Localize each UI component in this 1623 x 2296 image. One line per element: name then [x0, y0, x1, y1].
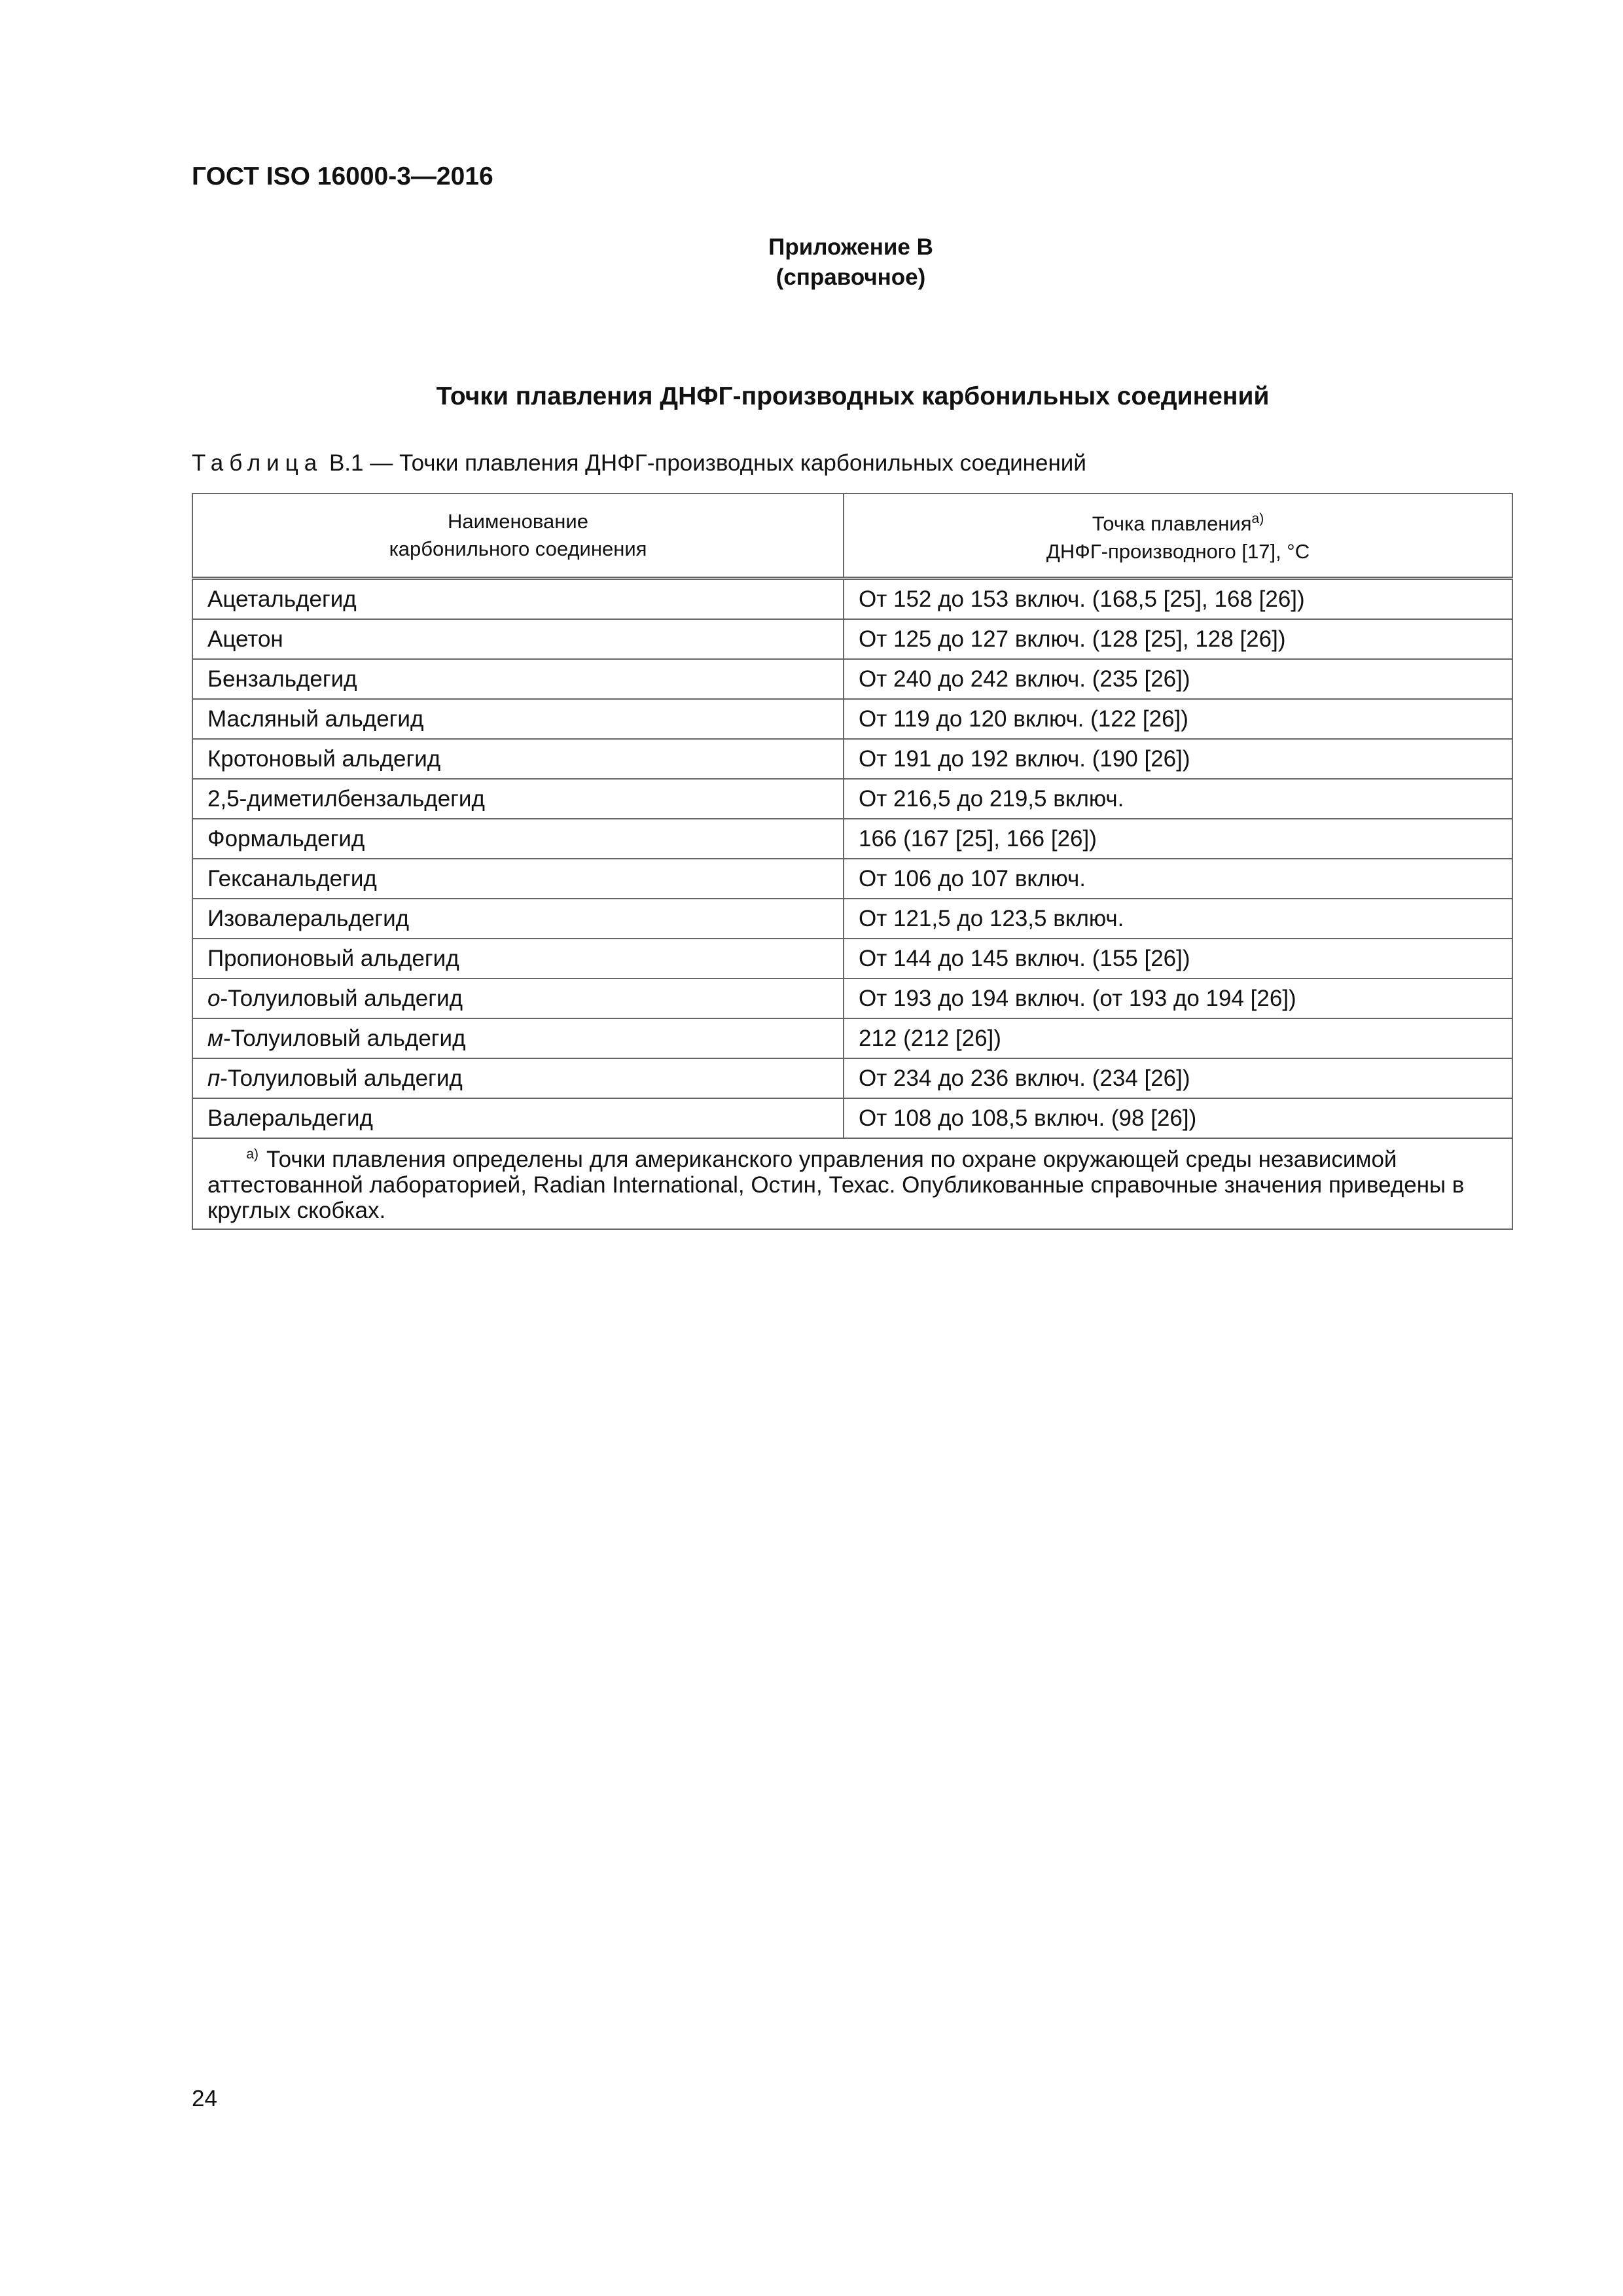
compound-name: Ацетальдегид [192, 579, 844, 620]
compound-name: о-Толуиловый альдегид [192, 978, 844, 1018]
compound-name: Валеральдегид [192, 1098, 844, 1138]
compound-name: Ацетон [192, 619, 844, 659]
table-caption-text: В.1 — Точки плавления ДНФГ-производных карбонильных соединений [323, 450, 1086, 476]
column-header-line: Наименование [448, 510, 588, 533]
table-row [192, 978, 1512, 1018]
compound-name: Бензальдегид [192, 659, 844, 699]
isomer-prefix: м [207, 1025, 223, 1051]
table-row [192, 939, 1512, 978]
melting-points-table [192, 493, 1513, 1230]
compound-name: Формальдегид [192, 819, 844, 859]
melting-point-value: От 216,5 до 219,5 включ. [844, 779, 1512, 819]
column-header-line: ДНФГ-производного [17], °С [1046, 539, 1310, 563]
table-caption [192, 450, 1086, 476]
melting-point-value: От 193 до 194 включ. (от 193 до 194 [26]) [844, 978, 1512, 1018]
melting-point-value: От 106 до 107 включ. [844, 859, 1512, 899]
compound-name: Пропионовый альдегид [192, 939, 844, 978]
isomer-prefix: п [207, 1065, 221, 1091]
melting-point-value: От 119 до 120 включ. (122 [26]) [844, 699, 1512, 739]
table-row [192, 579, 1512, 620]
table-footnote-row [192, 1138, 1512, 1229]
melting-point-value: От 191 до 192 включ. (190 [26]) [844, 739, 1512, 779]
compound-name: Масляный альдегид [192, 699, 844, 739]
table-row [192, 859, 1512, 899]
compound-name: п-Толуиловый альдегид [192, 1058, 844, 1098]
melting-point-value: От 121,5 до 123,5 включ. [844, 899, 1512, 939]
compound-name: м-Толуиловый альдегид [192, 1018, 844, 1058]
appendix-title: Приложение В [768, 234, 933, 260]
compound-name: Кротоновый альдегид [192, 739, 844, 779]
page-number: 24 [192, 2086, 217, 2111]
table-row [192, 699, 1512, 739]
table-row [192, 619, 1512, 659]
table-caption-label: Таблица [192, 450, 323, 476]
melting-point-value: От 152 до 153 включ. (168,5 [25], 168 [26]) [844, 579, 1512, 620]
table-body [192, 579, 1512, 1230]
melting-point-value: От 144 до 145 включ. (155 [26]) [844, 939, 1512, 978]
table-row [192, 819, 1512, 859]
compound-name: Изовалеральдегид [192, 899, 844, 939]
melting-point-value: 166 (167 [25], 166 [26]) [844, 819, 1512, 859]
footnote-text: Точки плавления определены для американского управления по охране окружающей среды независимой аттестованной лабораторией, Radian International, Остин, Техас. Опубликованные справочные значения приведены в круглых скобках. [207, 1147, 1465, 1223]
section-title: Точки плавления ДНФГ-производных карбонильных соединений [436, 382, 1270, 410]
column-header-line: карбонильного соединения [389, 537, 647, 560]
table-header-row [192, 493, 1512, 579]
melting-point-value: От 125 до 127 включ. (128 [25], 128 [26]) [844, 619, 1512, 659]
table-row [192, 1058, 1512, 1098]
appendix-type: (справочное) [776, 264, 926, 290]
table-row [192, 779, 1512, 819]
melting-point-value: От 240 до 242 включ. (235 [26]) [844, 659, 1512, 699]
compound-name: 2,5-диметилбензальдегид [192, 779, 844, 819]
footnote-reference: а) [1251, 511, 1264, 527]
table-row [192, 899, 1512, 939]
table-row [192, 1098, 1512, 1138]
table-footnote: а) Точки плавления определены для американского управления по охране окружающей среды независимой аттестованной лабораторией, Radian International, Остин, Техас. Опубликованные справочные значения приведены в круглых скобках. [192, 1138, 1512, 1229]
table-row [192, 1018, 1512, 1058]
column-header-line: Точка плавления$^{а)}$ [1092, 511, 1264, 535]
isomer-prefix: о [207, 985, 221, 1011]
appendix-heading [753, 232, 949, 293]
table-row [192, 739, 1512, 779]
melting-point-value: От 108 до 108,5 включ. (98 [26]) [844, 1098, 1512, 1138]
compound-name: Гексанальдегид [192, 859, 844, 899]
table-row [192, 659, 1512, 699]
melting-point-value: От 234 до 236 включ. (234 [26]) [844, 1058, 1512, 1098]
document-code: ГОСТ ISO 16000-3—2016 [192, 162, 493, 190]
melting-point-value: 212 (212 [26]) [844, 1018, 1512, 1058]
column-header-compound [192, 493, 844, 579]
column-header-melting-point [844, 493, 1512, 579]
